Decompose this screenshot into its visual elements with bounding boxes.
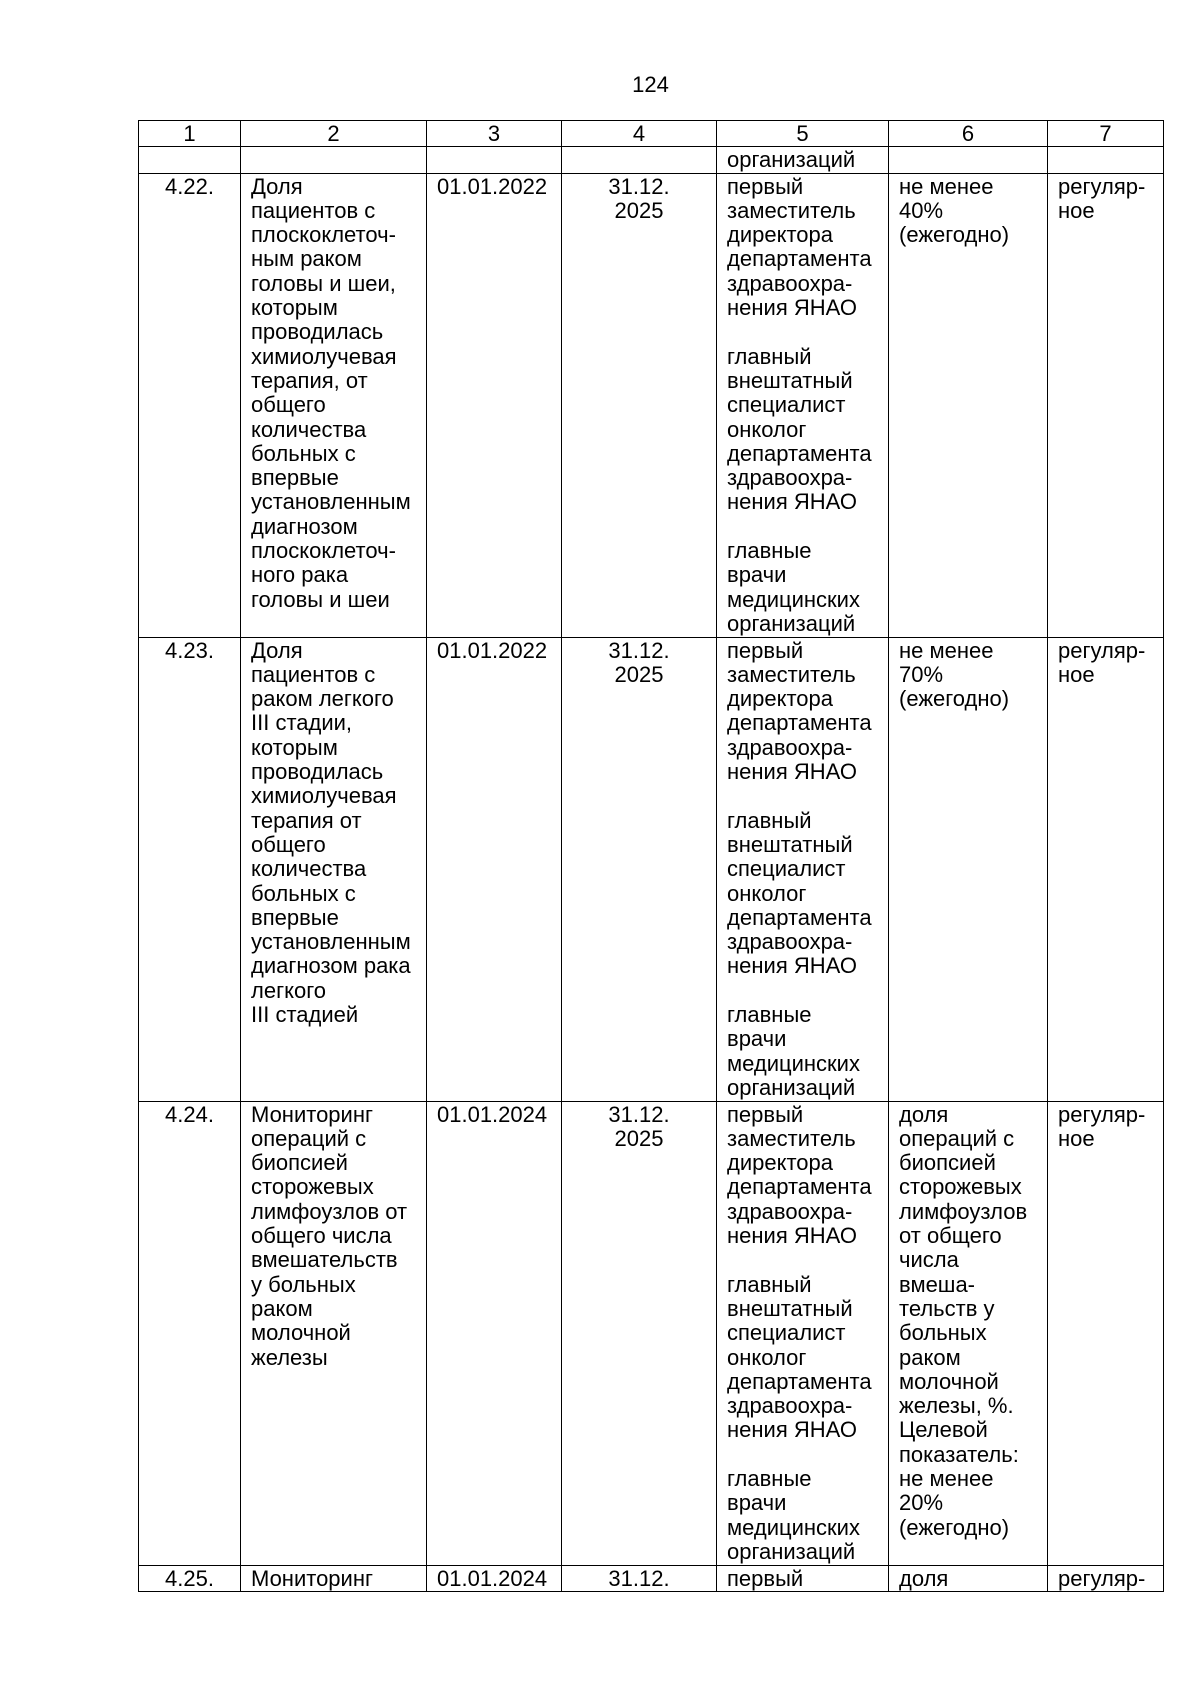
cell-start-date: 01.01.2022 xyxy=(427,173,562,637)
column-header-4: 4 xyxy=(562,121,717,147)
table-row xyxy=(139,173,1164,637)
cell-number: 4.23. xyxy=(139,637,241,1101)
cell-responsible: первый xyxy=(717,1565,889,1591)
cell-indicator: Мониторинг xyxy=(241,1565,427,1591)
cell-responsible: организаций xyxy=(717,147,889,173)
cell-number: 4.25. xyxy=(139,1565,241,1591)
cell-number: 4.22. xyxy=(139,173,241,637)
cell-indicator: Доля пациентов с раком легкого III стадии, которым проводилась химиолучевая терапия от общего количества больных с впервые установленным диагнозом рака легкого III стадией xyxy=(241,637,427,1101)
cell-target-value: не менее 40% (ежегодно) xyxy=(889,173,1048,637)
cell-indicator: Мониторинг операций с биопсией сторожевых лимфоузлов от общего числа вмешательств у больных раком молочной железы xyxy=(241,1101,427,1565)
empty-cell xyxy=(1048,147,1164,173)
cell-target-value: доля xyxy=(889,1565,1048,1591)
column-header-1: 1 xyxy=(139,121,241,147)
column-header-5: 5 xyxy=(717,121,889,147)
table-row-continuation xyxy=(139,147,1164,173)
table-header-row xyxy=(139,121,1164,147)
empty-cell xyxy=(139,147,241,173)
column-header-7: 7 xyxy=(1048,121,1164,147)
cell-end-date: 31.12. 2025 xyxy=(562,173,717,637)
column-header-6: 6 xyxy=(889,121,1048,147)
table-row xyxy=(139,637,1164,1101)
table-row xyxy=(139,1565,1164,1591)
cell-indicator: Доля пациентов с плоскоклеточ- ным раком головы и шеи, которым проводилась химиолучевая терапия, от общего количества больных с впервые установленным диагнозом плоскоклеточ- ного рака головы и шеи xyxy=(241,173,427,637)
cell-periodicity: регуляр- ное xyxy=(1048,173,1164,637)
cell-start-date: 01.01.2024 xyxy=(427,1565,562,1591)
cell-target-value: не менее 70% (ежегодно) xyxy=(889,637,1048,1101)
cell-end-date: 31.12. 2025 xyxy=(562,637,717,1101)
column-header-2: 2 xyxy=(241,121,427,147)
plan-table xyxy=(138,120,1164,1592)
cell-periodicity: регуляр- ное xyxy=(1048,637,1164,1101)
empty-cell xyxy=(241,147,427,173)
cell-start-date: 01.01.2022 xyxy=(427,637,562,1101)
cell-number: 4.24. xyxy=(139,1101,241,1565)
table-row xyxy=(139,1101,1164,1565)
page-number: 124 xyxy=(632,72,669,97)
cell-end-date: 31.12. xyxy=(562,1565,717,1591)
empty-cell xyxy=(562,147,717,173)
empty-cell xyxy=(889,147,1048,173)
empty-cell xyxy=(427,147,562,173)
cell-periodicity: регуляр- xyxy=(1048,1565,1164,1591)
cell-end-date: 31.12. 2025 xyxy=(562,1101,717,1565)
cell-periodicity: регуляр- ное xyxy=(1048,1101,1164,1565)
cell-target-value: доля операций с биопсией сторожевых лимфоузлов от общего числа вмеша- тельств у больных раком молочной железы, %. Целевой показатель: не менее 20% (ежегодно) xyxy=(889,1101,1048,1565)
column-header-3: 3 xyxy=(427,121,562,147)
cell-start-date: 01.01.2024 xyxy=(427,1101,562,1565)
cell-responsible: первый заместитель директора департамента здравоохра- нения ЯНАО главный внештатный специалист онколог департамента здравоохра- нения ЯНАО главные врачи медицинских организаций xyxy=(717,637,889,1101)
cell-responsible: первый заместитель директора департамента здравоохра- нения ЯНАО главный внештатный специалист онколог департамента здравоохра- нения ЯНАО главные врачи медицинских организаций xyxy=(717,1101,889,1565)
cell-responsible: первый заместитель директора департамента здравоохра- нения ЯНАО главный внештатный специалист онколог департамента здравоохра- нения ЯНАО главные врачи медицинских организаций xyxy=(717,173,889,637)
